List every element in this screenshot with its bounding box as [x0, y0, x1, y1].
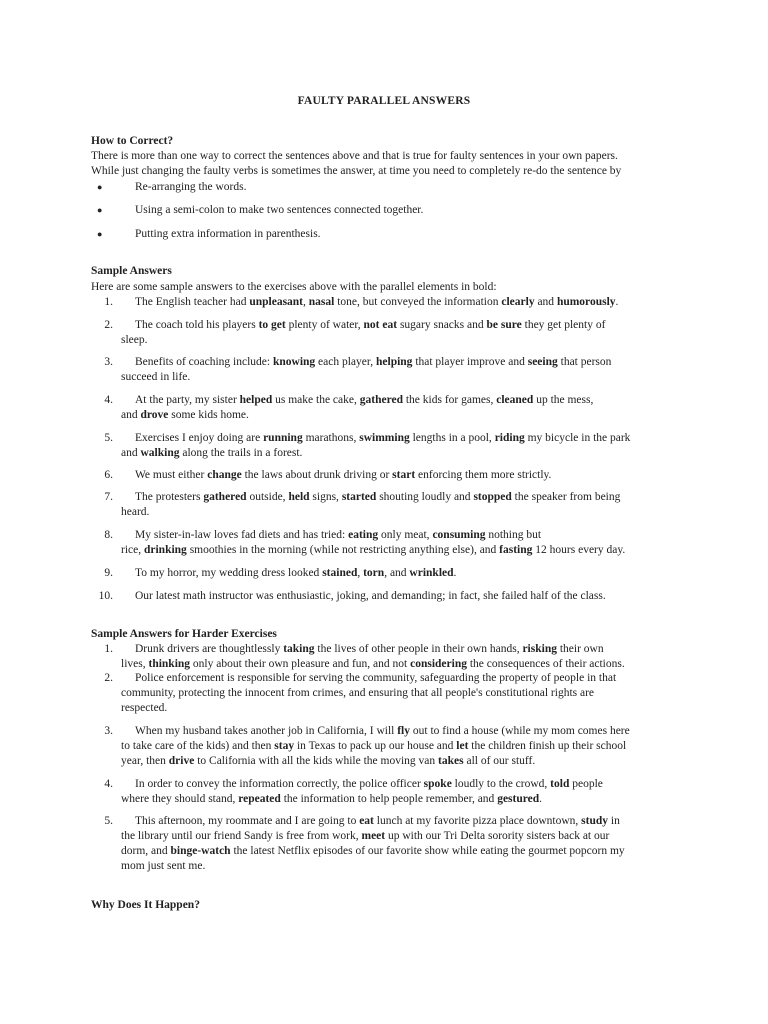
numbered-item [91, 468, 678, 483]
bullet-dot-icon: ● [97, 182, 103, 192]
item-text: In order to convey the information correctly, the police officer spoke loudly to the crowd, told people where they should stand, repeated the information to help people remember, and gestured. [121, 778, 603, 805]
item-text: We must either change the laws about drunk driving or start enforcing them more strictly. [135, 469, 552, 481]
numbered-item [91, 490, 678, 520]
item-text: The English teacher had unpleasant, nasal tone, but conveyed the information clearly and humorously. [135, 296, 619, 308]
bullet-dot-icon: ● [97, 229, 103, 239]
numbered-item [91, 642, 678, 672]
item-text: My sister-in-law loves fad diets and has tried: eating only meat, consuming nothing but rice, drinking smoothies in the morning (while not restricting anything else), and fasting 12 hours every day. [121, 529, 626, 556]
item-number: 3. [104, 725, 113, 737]
item-number: 4. [104, 778, 113, 790]
item-number: 7. [104, 491, 113, 503]
numbered-item [91, 295, 678, 310]
item-text: Our latest math instructor was enthusiastic, joking, and demanding; in fact, she failed half of the class. [135, 590, 606, 602]
bullet-dot-icon: ● [97, 205, 103, 215]
heading-harder-answers: Sample Answers for Harder Exercises [91, 628, 277, 640]
item-number: 3. [104, 356, 113, 368]
item-number: 2. [104, 672, 113, 684]
item-text: When my husband takes another job in California, I will fly out to find a house (while my mom comes here to take care of the kids) and then stay in Texas to pack up our house and let the children finish up their school year, then drive to California with all the kids while the moving van takes all of our stuff. [121, 725, 630, 767]
intro-paragraph-line2: While just changing the faulty verbs is sometimes the answer, at time you need to completely re-do the sentence by [91, 165, 622, 177]
item-text: Police enforcement is responsible for serving the community, safeguarding the property of people in that community, protecting the innocent from crimes, and ensuring that all people's constitutional rights are respected. [121, 672, 617, 714]
numbered-item [91, 671, 678, 716]
item-text: This afternoon, my roommate and I are going to eat lunch at my favorite pizza place downtown, study in the library until our friend Sandy is free from work, meet up with our Tri Delta sorority sisters back at our dorm, and binge-watch the latest Netflix episodes of our favorite show while eating the gourmet popcorn my mom just sent me. [121, 815, 625, 872]
item-number: 5. [104, 815, 113, 827]
numbered-item [91, 355, 678, 385]
page-title: FAULTY PARALLEL ANSWERS [297, 95, 471, 107]
item-text: At the party, my sister helped us make the cake, gathered the kids for games, cleaned up the mess, and drove some kids home. [121, 394, 594, 421]
numbered-item [91, 589, 678, 604]
item-number: 5. [104, 432, 113, 444]
heading-why-does-it-happen: Why Does It Happen? [91, 899, 200, 911]
item-text: To my horror, my wedding dress looked stained, torn, and wrinkled. [135, 567, 457, 579]
numbered-item [91, 318, 678, 348]
item-number: 2. [104, 319, 113, 331]
numbered-item [91, 528, 678, 558]
document-page: FAULTY PARALLEL ANSWERS How to Correct? There is more than one way to correct the sentences above and that is true for faulty sentences in your own papers. While just changing the faulty verbs is sometimes the answer, at time you need to completely re-do the sentence by ● Re-arranging the words. ● Using a semi-colon to make two sentences connected together. ● Putting extra information in parenthesis. Sample Answers Here are some sample answers to the exercises above with the parallel elements in bold: 1. The English teacher had unpleasant, nasal tone, but conveyed the information clearly and humorously. 2. The coach told his players to get plenty of water, not eat sugary snacks and be sure they get plenty of sleep. 3. Benefits of coaching include: knowing each player, helping that player improve and seeing that person succeed in life. 4. At the party, my sister helped us make the cake, gathered the kids for games, cleaned up the mess, and drove some kids home. 5. Exercises I enjoy doing are running marathons, swimming lengths in a pool, riding my bicycle in the park and walking along the trails in a forest. 6. We must either change the laws about drunk driving or start enforcing them more strictly. 7. The protesters gathered outside, held signs, started shouting loudly and stopped the speaker from being heard. 8. My sister-in-law loves fad diets and has tried: eating only meat, consuming nothing but rice, drinking smoothies in the morning (while not restricting anything else), and fasting 12 hours every day. 9. To my horror, my wedding dress looked stained, torn, and wrinkled. 10. Our latest math instructor was enthusiastic, joking, and demanding; in fact, she failed half of the class. Sample Answers for Harder Exercises 1. Drunk drivers are thoughtlessly taking the lives of other people in their own hands, risking their own lives, thinking only about their own pleasure and fun, and not considering the consequences of their actions. 2. Police enforcement is responsible for serving the community, safeguarding the property of people in that community, protecting the innocent from crimes, and ensuring that all people's constitutional rights are respected. 3. When my husband takes another job in California, I will fly out to find a house (while my mom comes here to take care of the kids) and then stay in Texas to pack up our house and let the children finish up their school year, then drive to California with all the kids while the moving van takes all of our stuff. 4. In order to convey the information correctly, the police officer spoke loudly to the crowd, told people where they should stand, repeated the information to help people remember, and gestured. 5. This afternoon, my roommate and I are going to eat lunch at my favorite pizza place downtown, study in the library until our friend Sandy is free from work, meet up with our Tri Delta sorority sisters back at our dorm, and binge-watch the latest Netflix episodes of our favorite show while eating the gourmet popcorn my mom just sent me. Why Does It Happen? [0, 0, 768, 1024]
item-number: 4. [104, 394, 113, 406]
numbered-item [91, 777, 678, 807]
item-number: 1. [104, 643, 113, 655]
item-number: 9. [104, 567, 113, 579]
item-number: 1. [104, 296, 113, 308]
item-number: 8. [104, 529, 113, 541]
item-number: 10. [98, 590, 113, 602]
intro-paragraph-line1: There is more than one way to correct the sentences above and that is true for faulty sentences in your own papers. [91, 150, 618, 162]
item-text: Exercises I enjoy doing are running marathons, swimming lengths in a pool, riding my bicycle in the park and walking along the trails in a forest. [121, 432, 631, 459]
numbered-item [91, 393, 678, 423]
item-text: Benefits of coaching include: knowing each player, helping that player improve and seeing that person succeed in life. [121, 356, 612, 383]
numbered-item [91, 814, 678, 874]
numbered-item [91, 566, 678, 581]
sample-answers-intro: Here are some sample answers to the exercises above with the parallel elements in bold: [91, 281, 497, 293]
heading-how-to-correct: How to Correct? [91, 135, 174, 147]
item-text: The protesters gathered outside, held signs, started shouting loudly and stopped the speaker from being heard. [121, 491, 621, 518]
item-text: Drunk drivers are thoughtlessly taking the lives of other people in their own hands, risking their own lives, thinking only about their own pleasure and fun, and not considering the consequences of their actions. [121, 643, 625, 670]
item-number: 6. [104, 469, 113, 481]
heading-sample-answers: Sample Answers [91, 265, 172, 277]
item-text: The coach told his players to get plenty of water, not eat sugary snacks and be sure they get plenty of sleep. [121, 319, 606, 346]
numbered-item [91, 724, 678, 769]
numbered-item [91, 431, 678, 461]
